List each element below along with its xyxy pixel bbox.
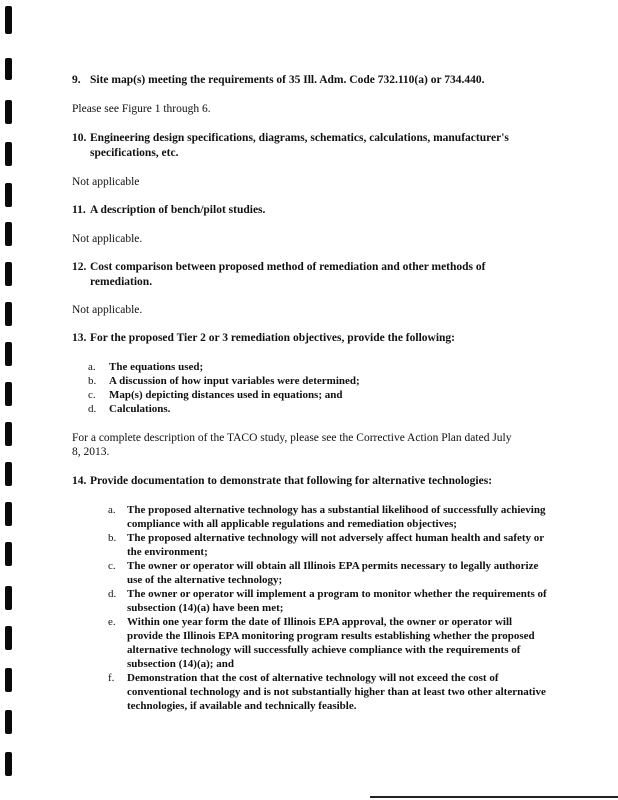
list-item: a. The equations used; — [88, 361, 204, 373]
scan-binding-marks — [5, 0, 17, 800]
section-number: 13. — [72, 332, 87, 344]
section-9-heading — [72, 73, 485, 88]
binding-mark — [5, 382, 12, 406]
scan-edge-line — [370, 796, 618, 798]
section-14-list — [108, 503, 548, 713]
section-title: Provide documentation to demonstrate that following for alternative technologies: — [90, 475, 493, 487]
section-number: 12. — [72, 261, 87, 273]
section-number: 11. — [72, 204, 86, 216]
section-10-heading — [72, 131, 509, 161]
section-title: Site map(s) meeting the requirements of 35 Ill. Adm. Code 732.110(a) or 734.440. — [90, 74, 485, 86]
binding-mark — [5, 58, 12, 80]
list-item: f. Demonstration that the cost of alternative technology will not exceed the cost of conventional technology and is not substantially higher than at least two other alternative technologies, if available and technically feasible. — [108, 672, 546, 712]
binding-mark — [5, 668, 12, 692]
binding-mark — [5, 502, 12, 526]
list-item: d. The owner or operator will implement a program to monitor whether the requirements of subsection (14)(a) have been met; — [108, 588, 547, 614]
list-item: c. The owner or operator will obtain all Illinois EPA permits necessary to legally authorize use of the alternative technology; — [108, 560, 539, 586]
section-title: A description of bench/pilot studies. — [90, 204, 266, 216]
binding-mark — [5, 142, 12, 166]
section-title: For the proposed Tier 2 or 3 remediation objectives, provide the following: — [90, 332, 456, 344]
binding-mark — [5, 752, 12, 776]
binding-mark — [5, 462, 12, 486]
section-10-response: Not applicable — [72, 176, 140, 188]
section-13-list — [88, 360, 548, 416]
binding-mark — [5, 542, 12, 566]
response-line: 8, 2013. — [72, 446, 110, 458]
response-line: For a complete description of the TACO study, please see the Corrective Action Plan dated July — [72, 432, 512, 444]
list-item: b. A discussion of how input variables were determined; — [88, 375, 360, 387]
section-9-response: Please see Figure 1 through 6. — [72, 103, 211, 115]
section-13-response — [72, 431, 552, 459]
section-12-heading — [72, 260, 485, 290]
binding-mark — [5, 6, 12, 34]
section-number: 10. — [72, 132, 87, 144]
list-item: b. The proposed alternative technology will not adversely affect human health and safety or the environment; — [108, 532, 544, 558]
list-item: d. Calculations. — [88, 403, 171, 415]
binding-mark — [5, 262, 12, 286]
section-title: Engineering design specifications, diagrams, schematics, calculations, manufacturer's — [90, 132, 509, 144]
list-item: e. Within one year form the date of Illinois EPA approval, the owner or operator will provide the Illinois EPA monitoring program results establishing whether the proposed alternative technology will successfully achieve compliance with the requirements of subsection (14)(a); and — [108, 616, 535, 670]
binding-mark — [5, 100, 12, 124]
list-item: a. The proposed alternative technology has a substantial likelihood of successfully achieving compliance with all applicable regulations and remediation objectives; — [108, 504, 546, 530]
section-12-response: Not applicable. — [72, 304, 143, 316]
section-13-heading — [72, 331, 455, 346]
binding-mark — [5, 626, 12, 650]
section-11-heading — [72, 203, 265, 218]
section-title: Cost comparison between proposed method of remediation and other methods of — [90, 261, 486, 273]
section-number: 9. — [72, 74, 81, 86]
section-number: 14. — [72, 475, 87, 487]
binding-mark — [5, 302, 12, 326]
list-item: c. Map(s) depicting distances used in equations; and — [88, 389, 343, 401]
section-14-heading — [72, 474, 492, 489]
section-title-continuation: remediation. — [90, 276, 153, 288]
binding-mark — [5, 183, 12, 207]
binding-mark — [5, 586, 12, 610]
binding-mark — [5, 422, 12, 446]
binding-mark — [5, 222, 12, 246]
section-11-response: Not applicable. — [72, 233, 143, 245]
section-title-continuation: specifications, etc. — [90, 147, 179, 159]
binding-mark — [5, 710, 12, 734]
binding-mark — [5, 342, 12, 366]
